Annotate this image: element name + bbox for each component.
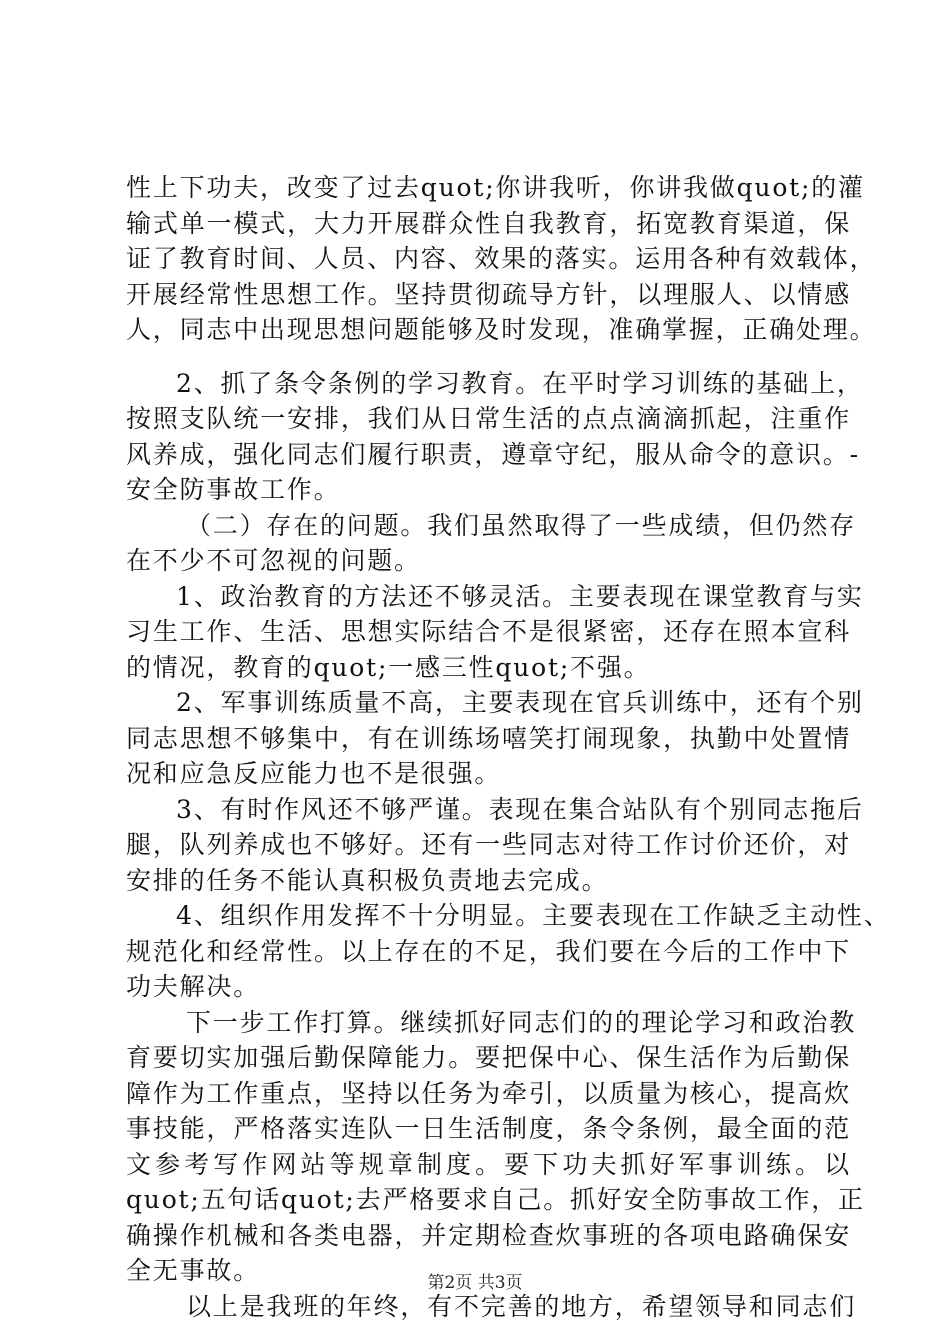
- text-line: 开展经常性思想工作。坚持贯彻疏导方针，以理服人、以情感: [126, 279, 851, 309]
- page-number-footer: 第2页 共3页: [427, 1273, 523, 1293]
- text-line: 文参考写作网站等规章制度。要下功夫抓好军事训练。以: [126, 1149, 851, 1179]
- text-line: 风养成，强化同志们履行职责，遵章守纪，服从命令的意识。-: [126, 439, 860, 469]
- text-line: 下一步工作打算。继续抓好同志们的的理论学习和政治教: [186, 1007, 857, 1037]
- paragraph-gap: [126, 348, 851, 366]
- text-line: quot;五句话quot;去严格要求自己。抓好安全防事故工作，正: [126, 1185, 865, 1214]
- text-line: 输式单一模式，大力开展群众性自我教育，拓宽教育渠道，保: [126, 208, 851, 238]
- text-line: 腿，队列养成也不够好。还有一些同志对待工作讨价还价，对: [126, 830, 851, 859]
- text-line: 事技能，严格落实连队一日生活制度，条令条例，最全面的范: [126, 1114, 851, 1143]
- text-line: 人，同志中出现思想问题能够及时发现，准确掌握，正确处理。: [126, 315, 877, 344]
- document-body: [126, 170, 891, 1324]
- text-line: 2、军事训练质量不高，主要表现在官兵训练中，还有个别: [176, 688, 864, 717]
- text-line: 况和应急反应能力也不是很强。: [126, 759, 502, 788]
- text-line: 证了教育时间、人员、内容、效果的落实。运用各种有效载体，: [126, 244, 877, 273]
- text-line: 以上是我班的年终，有不完善的地方，希望领导和同志们: [186, 1291, 857, 1321]
- text-line: 按照支队统一安排，我们从日常生活的点点滴滴抓起，注重作: [126, 404, 851, 433]
- text-line: 全无事故。: [126, 1256, 261, 1285]
- text-line: 确操作机械和各类电器，并定期检查炊事班的各项电路确保安: [126, 1220, 851, 1250]
- text-line: 3、有时作风还不够严谨。表现在集合站队有个别同志拖后: [176, 794, 864, 824]
- text-line: 安排的任务不能认真积极负责地去完成。: [126, 865, 609, 895]
- text-line: 障作为工作重点，坚持以任务为牵引，以质量为核心，提高炊: [126, 1078, 851, 1108]
- text-line: 性上下功夫，改变了过去quot;你讲我听，你讲我做quot;的灌: [126, 173, 865, 202]
- text-line: 功夫解决。: [126, 972, 261, 1001]
- text-line: 4、组织作用发挥不十分明显。主要表现在工作缺乏主动性、: [176, 901, 891, 930]
- text-line: 育要切实加强后勤保障能力。要把保中心、保生活作为后勤保: [126, 1043, 851, 1072]
- text-line: 同志思想不够集中，有在训练场嘻笑打闹现象，执勤中处置情: [126, 723, 851, 753]
- text-line: 习生工作、生活、思想实际结合不是很紧密，还存在照本宣科: [126, 617, 851, 646]
- text-line: 规范化和经常性。以上存在的不足，我们要在今后的工作中下: [126, 936, 851, 966]
- text-line: 安全防事故工作。: [126, 475, 341, 504]
- text-line: 2、抓了条令条例的学习教育。在平时学习训练的基础上，: [176, 368, 864, 398]
- text-line: 在不少不可忽视的问题。: [126, 546, 421, 575]
- text-line: 1、政治教育的方法还不够灵活。主要表现在课堂教育与实: [176, 581, 864, 611]
- text-line: 的情况，教育的quot;一感三性quot;不强。: [126, 652, 651, 682]
- section-heading-line: （二）存在的问题。我们虽然取得了一些成绩，但仍然存: [186, 510, 857, 540]
